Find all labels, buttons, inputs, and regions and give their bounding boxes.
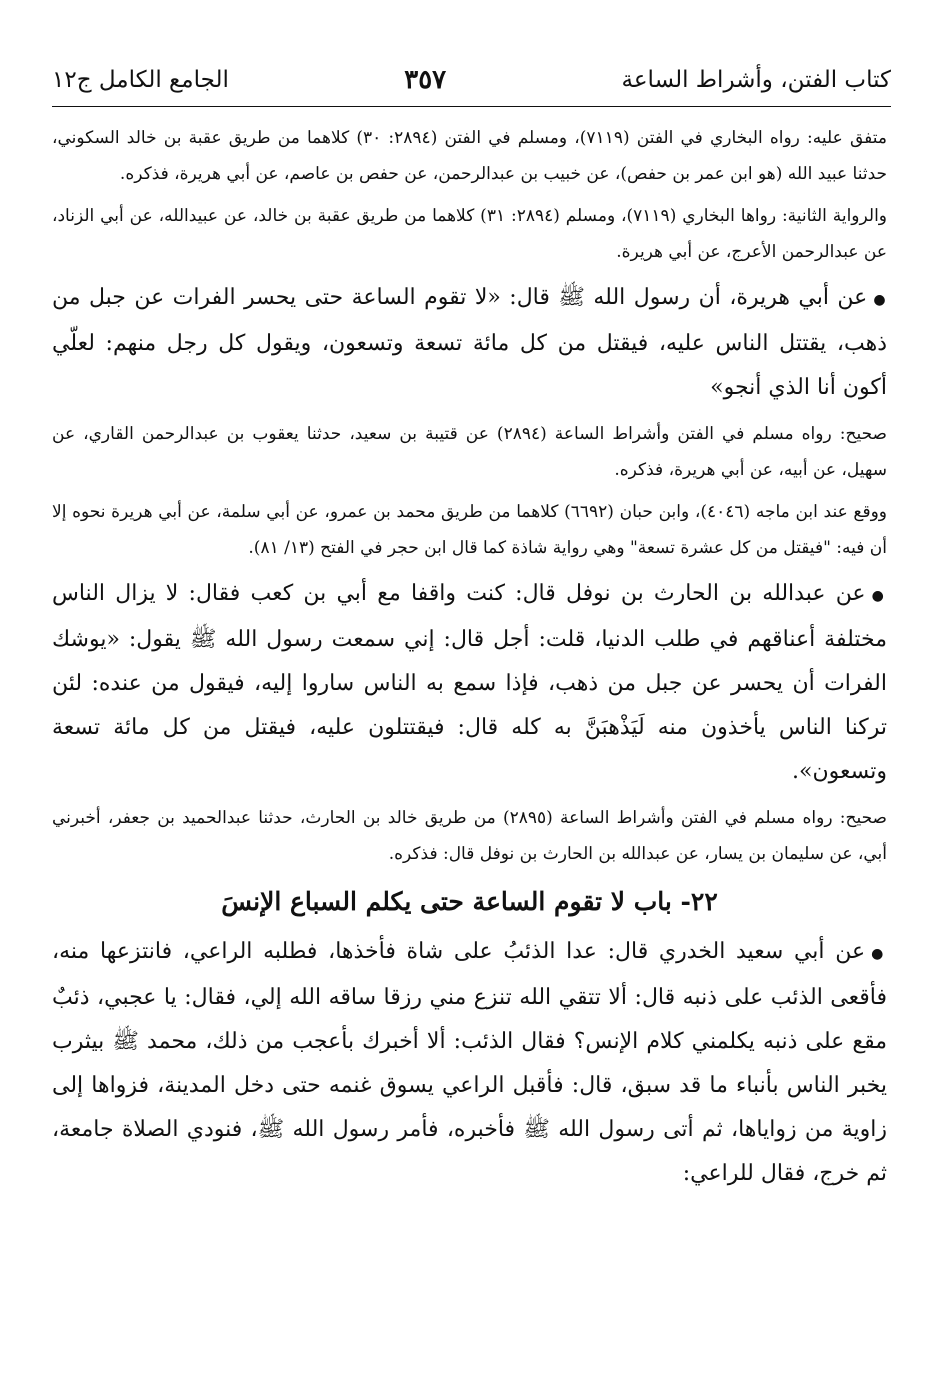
running-title-right: كتاب الفتن، وأشراط الساعة	[621, 67, 891, 93]
page-header	[52, 58, 891, 102]
takhrij-note: والرواية الثانية: رواها البخاري (٧١١٩)، ومسلم (٢٨٩٤: ٣١) كلاهما من طريق عقبة بن خالد، عن عبيدالله، عن أبي الزناد، عن عبدالرحمن الأعرج، عن أبي هريرة.	[52, 206, 888, 262]
hadith-text: ●عن أبي هريرة، أن رسول الله ﷺ قال: «لا تقوم الساعة حتى يحسر الفرات عن جبل من ذهب، يقتتل الناس عليه، فيقتل من كل مائة تسعة وتسعون، ويقول كل رجل منهم: لعلّي أكون أنا الذي أنجو»	[52, 285, 887, 400]
takhrij-note: صحيح: رواه مسلم في الفتن وأشراط الساعة (٢٨٩٤) عن قتيبة بن سعيد، حدثنا يعقوب بن عبدالرحمن القاري، عن سهيل، عن أبيه، عن أبي هريرة، فذكره.	[52, 424, 887, 480]
takhrij-note: متفق عليه: رواه البخاري في الفتن (٧١١٩)، ومسلم في الفتن (٢٨٩٤: ٣٠) كلاهما من طريق عقبة بن خالد السكوني، حدثنا عبيد الله (هو ابن عمر بن حفص)، عن خبيب بن عبدالرحمن، عن حفص بن عاصم، عن أبي هريرة، فذكره.	[52, 128, 887, 184]
header-rule	[52, 106, 891, 107]
bullet-icon: ●	[873, 292, 887, 308]
running-title-left: الجامع الكامل ج١٢	[52, 67, 229, 93]
takhrij-note: ووقع عند ابن ماجه (٤٠٤٦)، وابن حبان (٦٦٩٢) كلاهما من طريق محمد بن عمرو، عن أبي سلمة، عن أبي هريرة نحوه إلا أن فيه: "فيقتل من كل عشرة تسعة" وهي رواية شاذة كما قال ابن حجر في الفتح (١٣/ ٨١).	[52, 502, 887, 558]
page-body	[52, 120, 887, 1202]
page-number: ٣٥٧	[404, 65, 447, 95]
chapter-heading: ٢٢- باب لا تقوم الساعة حتى يكلم السباع الإنسَ	[221, 887, 718, 916]
hadith-text: ●عن عبدالله بن الحارث بن نوفل قال: كنت واقفا مع أبي بن كعب فقال: لا يزال الناس مختلفة أعناقهم في طلب الدنيا، قلت: أجل قال: إني سمعت رسول الله ﷺ يقول: «يوشك الفرات أن يحسر عن جبل من ذهب، فإذا سمع به الناس ساروا إليه، فيقول من عنده: لئن تركنا الناس يأخذون منه لَيَذْهبَنَّ به كله قال: فيقتتلون عليه، فيقتل من كل مائة تسعة وتسعون».	[52, 581, 888, 784]
bullet-icon: ●	[871, 588, 888, 604]
hadith-text: ●عن أبي سعيد الخدري قال: عدا الذئبُ على شاة فأخذها، فطلبه الراعي، فانتزعها منه، فأقعى الذئب على ذنبه قال: ألا تتقي الله تنزع مني رزقا ساقه الله إلي، فقال: يا عجبي، ذئبٌ مقع على ذنبه يكلمني كلام الإنس؟ فقال الذئب: ألا أخبرك بأعجب من ذلك، محمد ﷺ بيثرب يخبر الناس بأنباء ما قد سبق، قال: فأقبل الراعي يسوق غنمه حتى دخل المدينة، فزواها إلى زاوية من زواياها، ثم أتى رسول الله ﷺ فأخبره، فأمر رسول الله ﷺ، فنودي الصلاة جامعة، ثم خرج، فقال للراعي:	[52, 939, 887, 1186]
takhrij-note: صحيح: رواه مسلم في الفتن وأشراط الساعة (٢٨٩٥) من طريق خالد بن الحارث، حدثنا عبدالحميد بن جعفر، أخبرني أبي، عن سليمان بن يسار، عن عبدالله بن الحارث بن نوفل قال: فذكره.	[52, 808, 887, 864]
bullet-icon: ●	[871, 946, 887, 962]
